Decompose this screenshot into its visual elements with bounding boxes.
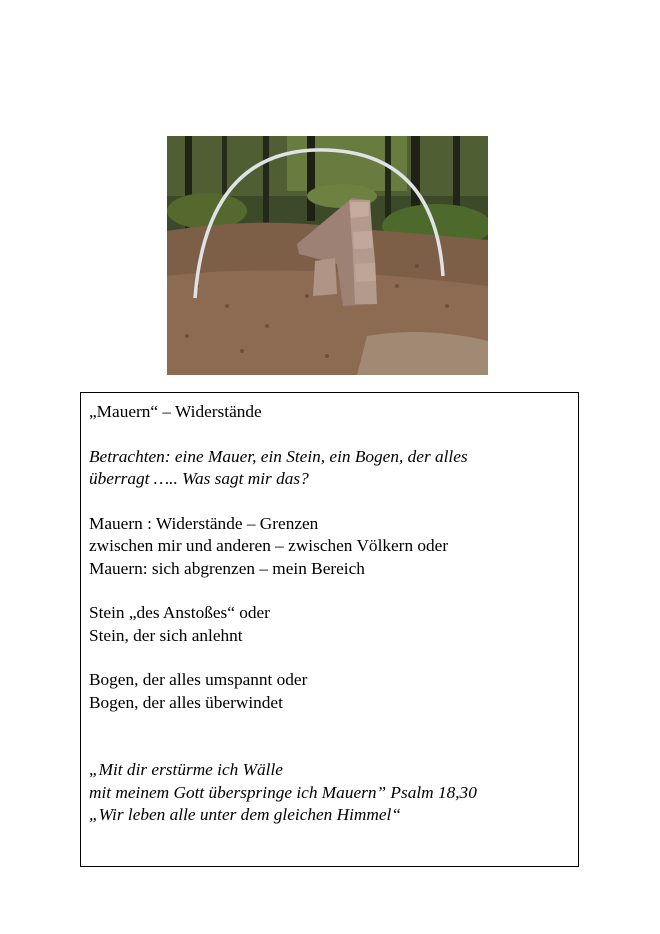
psalm-line-1: „Mit dir erstürme ich Wälle [89,760,283,779]
stone-line-1: Stein „des Anstoßes“ oder [89,603,270,622]
meditation-line-2: überragt ….. Was sagt mir das? [89,469,309,488]
photo-illustration [167,136,488,375]
psalm-line-2: mit meinem Gott überspringe ich Mauern” Psalm 18,30 [89,782,477,802]
walls-line-1: Mauern : Widerstände – Grenzen [89,513,319,533]
walls-line-2: zwischen mir und anderen – zwischen Völkern oder [89,536,449,555]
arch-line-1: Bogen, der alles umspannt oder [89,670,308,689]
heading: „Mauern“ – Widerstände [89,402,262,421]
psalm-line-3: „Wir leben alle unter dem gleichen Himmel“ [89,805,401,824]
reflection-textbox [80,392,579,867]
walls-line-3: Mauern: sich abgrenzen – mein Bereich [89,558,365,578]
photo-stone-wall-with-arch [167,136,488,375]
meditation-line-1: Betrachten: eine Mauer, ein Stein, ein Bogen, der alles [89,446,468,466]
stone-line-2: Stein, der sich anlehnt [89,625,243,645]
arch-line-2: Bogen, der alles überwindet [89,692,283,712]
